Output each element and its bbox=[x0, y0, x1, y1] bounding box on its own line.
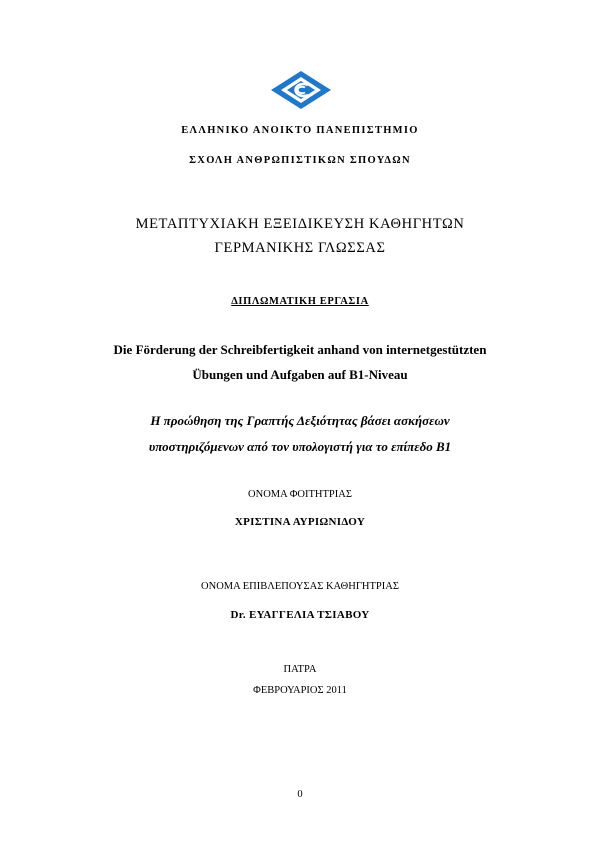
date: ΦΕΒΡΟΥΑΡΙΟΣ 2011 bbox=[253, 685, 347, 696]
program-title-line-1: ΜΕΤΑΠΤΥΧΙΑΚΗ ΕΞΕΙΔΙΚΕΥΣΗ ΚΑΘΗΓΗΤΩΝ bbox=[135, 216, 465, 232]
supervisor-name: Dr. ΕΥΑΓΓΕΛΙΑ ΤΣΙΑΒΟΥ bbox=[230, 609, 370, 621]
university-logo-icon bbox=[270, 70, 332, 110]
university-name: ΕΛΛΗΝΙΚΟ ΑΝΟΙΚΤΟ ΠΑΝΕΠΙΣΤΗΜΙΟ bbox=[181, 125, 419, 136]
student-label: ΟΝΟΜΑ ΦΟΙΤΗΤΡΙΑΣ bbox=[248, 489, 352, 500]
page-number: 0 bbox=[297, 789, 303, 800]
thesis-type-heading: ΔΙΠΛΩΜΑΤΙΚΗ ΕΡΓΑΣΙΑ bbox=[231, 296, 369, 307]
program-title-line-2: ΓΕΡΜΑΝΙΚΗΣ ΓΛΩΣΣΑΣ bbox=[214, 240, 386, 256]
student-name: ΧΡΙΣΤΙΝΑ ΑΥΡΙΩΝΙΔΟΥ bbox=[234, 516, 366, 528]
german-title-line-1: Die Förderung der Schreibfertigkeit anhand von internetgestützten bbox=[113, 342, 487, 357]
german-title-line-2: Übungen und Aufgaben auf B1-Niveau bbox=[192, 367, 408, 382]
supervisor-label: ΟΝΟΜΑ ΕΠΙΒΛΕΠΟΥΣΑΣ ΚΑΘΗΓΗΤΡΙΑΣ bbox=[201, 581, 399, 592]
greek-title-line-2: υποστηριζόμενων από τον υπολογιστή για το επίπεδο Β1 bbox=[148, 439, 452, 454]
greek-title-line-1: Η προώθηση της Γραπτής Δεξιότητας βάσει ασκήσεων bbox=[150, 413, 450, 428]
city: ΠΑΤΡΑ bbox=[283, 664, 317, 675]
school-name: ΣΧΟΛΗ ΑΝΘΡΩΠΙΣΤΙΚΩΝ ΣΠΟΥΔΩΝ bbox=[189, 155, 411, 166]
